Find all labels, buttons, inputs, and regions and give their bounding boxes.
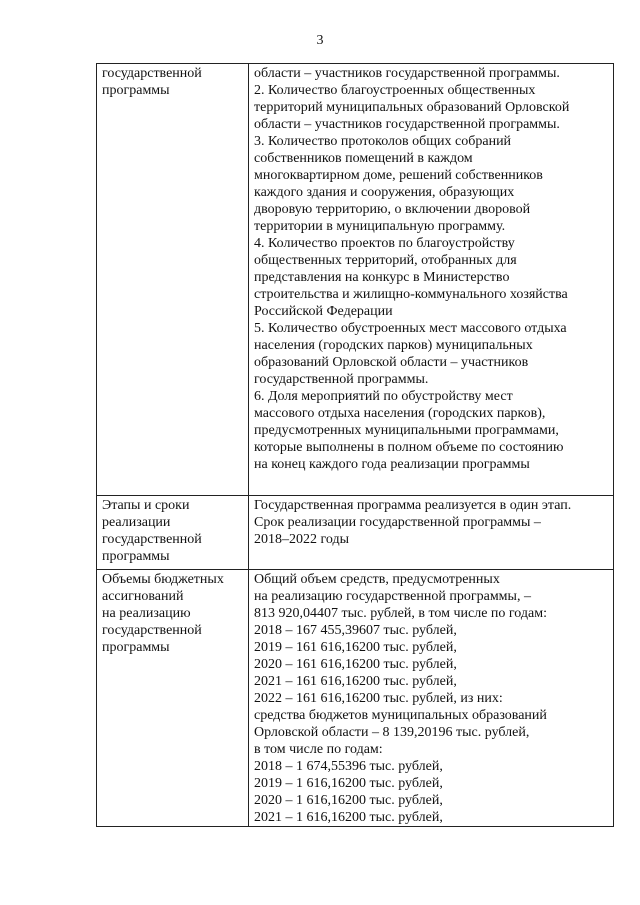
indicator-text-line: 2. Количество благоустроенных общественных [254,83,536,98]
budget-text-line: в том числе по годам: [254,742,383,757]
row-label-line: государственной [102,66,202,81]
budget-text-line: Общий объем средств, предусмотренных [254,572,500,587]
budget-text-line: Орловской области – 8 139,20196 тыс. рублей, [254,725,530,740]
indicator-text-line: области – участников государственной программы. [254,66,560,81]
indicator-text-line: которые выполнены в полном объеме по состоянию [254,440,564,455]
indicator-text-line: государственной программы. [254,372,429,387]
row-label-line: на реализацию [102,606,191,621]
budget-text-line: 2021 – 161 616,16200 тыс. рублей, [254,674,457,689]
stages-text-line: Государственная программа реализуется в один этап. [254,498,572,513]
indicator-text-line: массового отдыха населения (городских парков), [254,406,546,421]
indicator-text-line: населения (городских парков) муниципальных [254,338,533,353]
budget-text-line: 2019 – 161 616,16200 тыс. рублей, [254,640,457,655]
budget-text-line: 2021 – 1 616,16200 тыс. рублей, [254,810,443,825]
indicator-text-line: территорий муниципальных образований Орловской [254,100,570,115]
indicator-text-line: дворовую территорию, о включении дворовой [254,202,531,217]
row-content-cell [249,496,614,570]
row-label-cell [97,570,249,827]
budget-text-line: на реализацию государственной программы, – [254,589,531,604]
indicator-text-line: 5. Количество обустроенных мест массового отдыха [254,321,567,336]
row-content-cell [249,64,614,496]
indicator-text-line: образований Орловской области – участников [254,355,529,370]
budget-text-line: 2018 – 1 674,55396 тыс. рублей, [254,759,443,774]
budget-text-line: 2018 – 167 455,39607 тыс. рублей, [254,623,457,638]
indicator-text-line: 6. Доля мероприятий по обустройству мест [254,389,513,404]
indicator-text-line: Российской Федерации [254,304,393,319]
row-label-line: ассигнований [102,589,184,604]
row-content-cell [249,570,614,827]
row-label-line: программы [102,549,170,564]
table-row-indicators [97,64,614,496]
indicator-text-line: 3. Количество протоколов общих собраний [254,134,512,149]
budget-text-line: 813 920,04407 тыс. рублей, в том числе по годам: [254,606,547,621]
row-label-cell [97,496,249,570]
stages-text-line: Срок реализации государственной программы – [254,515,541,530]
row-label-line: государственной [102,532,202,547]
indicator-text-line: области – участников государственной программы. [254,117,560,132]
budget-text-line: 2020 – 1 616,16200 тыс. рублей, [254,793,443,808]
indicator-text-line: представления на конкурс в Министерство [254,270,510,285]
indicator-text-line: на конец каждого года реализации программы [254,457,530,472]
indicator-text-line: общественных территорий, отобранных для [254,253,517,268]
row-label-line: Объемы бюджетных [102,572,224,587]
indicator-text-line: строительства и жилищно-коммунального хозяйства [254,287,568,302]
indicator-text-line: предусмотренных муниципальными программами, [254,423,559,438]
budget-text-line: 2022 – 161 616,16200 тыс. рублей, из них: [254,691,503,706]
budget-text-line: средства бюджетов муниципальных образований [254,708,547,723]
row-label-line: программы [102,640,170,655]
row-label-cell [97,64,249,496]
indicator-text-line: многоквартирном доме, решений собственников [254,168,543,183]
row-label-line: программы [102,83,170,98]
table-row-stages [97,496,614,570]
page-number: 3 [316,33,324,48]
table-row-budget [97,570,614,827]
indicator-text-line: собственников помещений в каждом [254,151,473,166]
row-label-line: реализации [102,515,171,530]
budget-text-line: 2019 – 1 616,16200 тыс. рублей, [254,776,443,791]
stages-text-line: 2018–2022 годы [254,532,350,547]
row-label-line: государственной [102,623,202,638]
program-passport-table [96,63,614,827]
indicator-text-line: территории в муниципальную программу. [254,219,506,234]
row-label-line: Этапы и сроки [102,498,190,513]
budget-text-line: 2020 – 161 616,16200 тыс. рублей, [254,657,457,672]
indicator-text-line: каждого здания и сооружения, образующих [254,185,515,200]
indicator-text-line: 4. Количество проектов по благоустройству [254,236,515,251]
